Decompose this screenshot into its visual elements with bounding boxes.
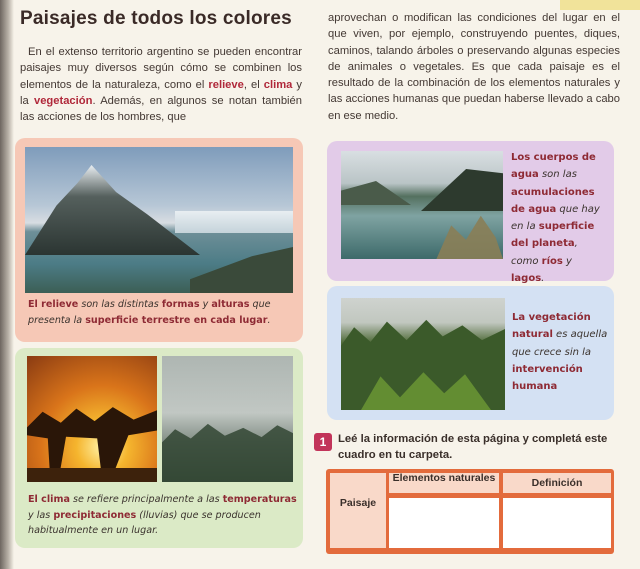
- keyword-vegetacion: vegetación: [33, 94, 93, 107]
- table-row-label-cell: [330, 473, 386, 548]
- photo-lake: [341, 151, 503, 259]
- keyword-relieve: relieve: [208, 78, 244, 91]
- activity-instruction: Leé la información de esta página y completá este cuadro en tu carpeta.: [338, 433, 608, 461]
- photo-savanna-sunset: [27, 356, 157, 482]
- intro-left-column: En el extenso territorio argentino se pueden encontrar paisajes muy diversos según cómo se combinen los elementos de la naturaleza, como el relieve, el clima y la vegetación. Además, en algunos se notan también las acciones de los hombres, que: [20, 46, 302, 124]
- caption-relieve: El relieve son las distintas formas y alturas que presenta la superficie terrestre en cada lugar.: [28, 299, 271, 326]
- caption-clima: El clima se refiere principalmente a las temperaturas y las precipitaciones (lluvias) que se producen habitualmente en un lugar.: [28, 494, 297, 536]
- caption-cuerpos-de-agua: Los cuerpos de agua son las acumulaciones de agua que hay en la superficie del planeta, como ríos y lagos.: [511, 152, 600, 285]
- activity-number-badge: 1: [314, 433, 332, 451]
- photo-forest-vegetation: [341, 298, 505, 410]
- photo-foggy-forest: [162, 356, 293, 482]
- table-row-label-paisaje: Paisaje: [339, 497, 377, 509]
- table-header-definicion: Definición: [531, 477, 583, 489]
- table-cell-elementos[interactable]: [389, 498, 499, 548]
- table-header-elementos-naturales: Elementos naturales: [392, 472, 496, 484]
- photo-mountain-lake: [25, 147, 293, 293]
- caption-vegetacion: La vegetación natural es aquella que crece sin la intervención humana: [512, 312, 608, 393]
- keyword-clima: clima: [263, 78, 293, 91]
- intro-right-column: aprovechan o modifican las condiciones del lugar en el que viven, por ejemplo, construyendo puentes, diques, caminos, talando árboles o preservando algunas especies de animales o vegetales. Es que cada paisaje es el resultado de la combinación de los elementos naturales y las acciones humanas que puedan haberse llevado a cabo en ese medio.: [328, 12, 620, 122]
- table-cell-definicion[interactable]: [503, 498, 611, 548]
- page-binding-edge: [0, 0, 14, 569]
- page-tab: [560, 0, 640, 10]
- page-title: Paisajes de todos los colores: [20, 8, 292, 29]
